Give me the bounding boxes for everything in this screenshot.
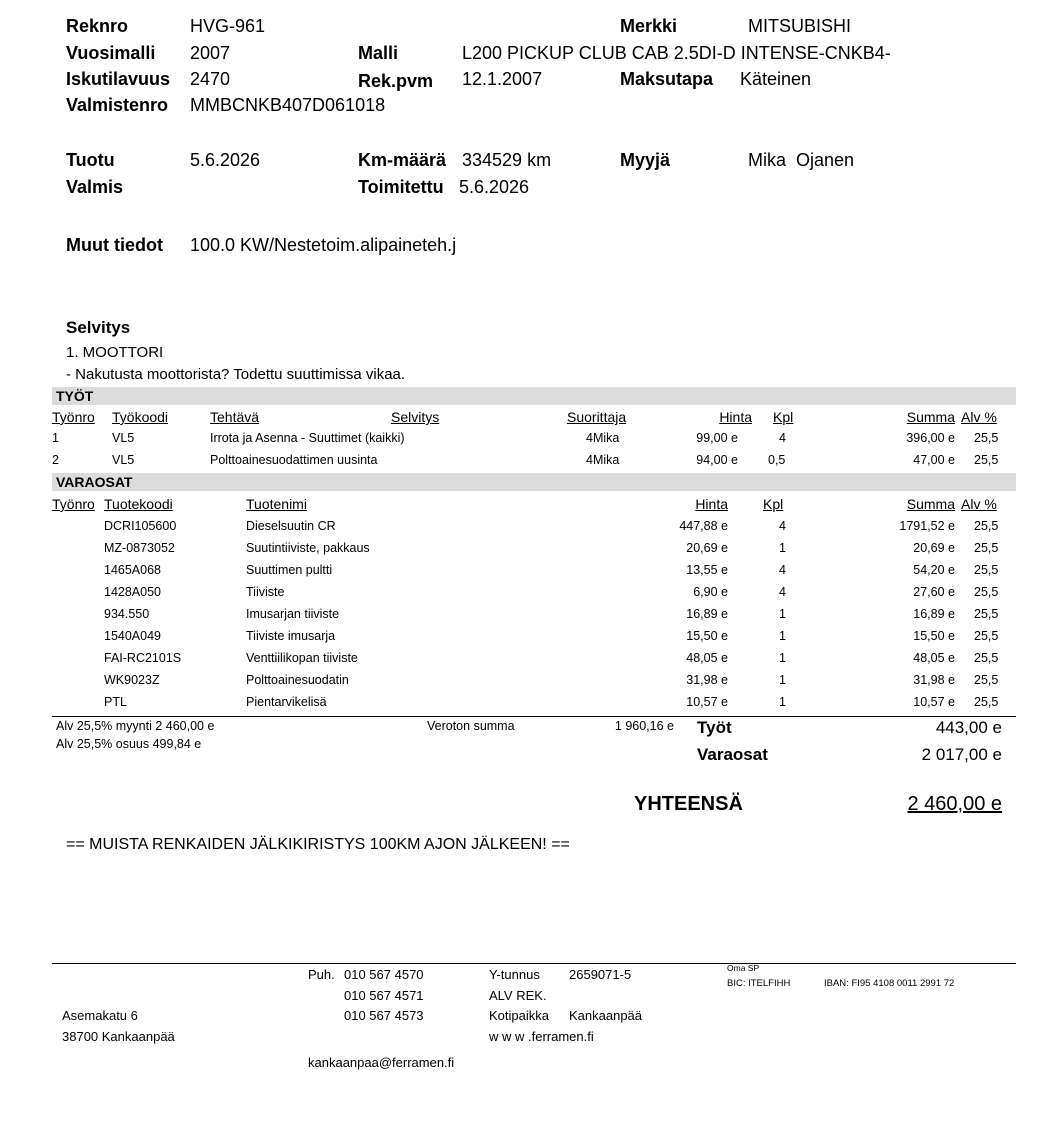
- totals-divider: [52, 716, 1016, 717]
- yhteensa-value: 2 460,00 e: [907, 793, 1002, 815]
- th-kpl: Kpl: [763, 496, 784, 512]
- footer-bic: BIC: ITELFIHH: [727, 978, 791, 989]
- tehtava-cell: Polttoainesuodattimen uusinta: [210, 453, 378, 467]
- tuotenimi-cell: Venttiilikopan tiiviste: [246, 651, 358, 665]
- summa-cell: 396,00 e: [906, 431, 955, 445]
- hinta-cell: 20,69 e: [686, 541, 728, 555]
- suorittaja-cell: 4Mika: [586, 431, 620, 445]
- tuotenimi-cell: Polttoainesuodatin: [246, 673, 349, 687]
- hinta-cell: 48,05 e: [686, 651, 728, 665]
- reknro-label: Reknro: [66, 16, 129, 36]
- varaosat-total-label: Varaosat: [697, 745, 768, 764]
- tuotekoodi-cell: MZ-0873052: [104, 541, 175, 555]
- footer-kotipaikka-label: Kotipaikka: [489, 1008, 549, 1023]
- summa-cell: 47,00 e: [913, 453, 955, 467]
- kpl-cell: 1: [779, 651, 786, 665]
- footer-divider: [52, 963, 1016, 964]
- th-kpl: Kpl: [773, 409, 794, 425]
- footer-ytunnus-label: Y-tunnus: [489, 967, 540, 982]
- iskutilavuus-value: 2470: [190, 69, 231, 89]
- hinta-cell: 10,57 e: [686, 695, 728, 709]
- hinta-cell: 6,90 e: [693, 585, 728, 599]
- tuotenimi-cell: Suutintiiviste, pakkaus: [246, 541, 370, 555]
- selvitys-line-2: - Nakutusta moottorista? Todettu suuttimissa vikaa.: [66, 366, 406, 383]
- veroton-value: 1 960,16 e: [614, 719, 674, 733]
- th-summa: Summa: [906, 496, 955, 512]
- tuotenimi-cell: Dieselsuutin CR: [246, 519, 336, 533]
- hinta-cell: 15,50 e: [686, 629, 728, 643]
- th-tuotekoodi: Tuotekoodi: [104, 496, 173, 512]
- myyja-value: Mika Ojanen: [748, 150, 855, 170]
- rekpvm-value: 12.1.2007: [462, 69, 543, 89]
- hinta-cell: 99,00 e: [696, 431, 738, 445]
- th-selvitys: Selvitys: [391, 409, 440, 425]
- th-suorittaja: Suorittaja: [567, 409, 627, 425]
- valmistenro-value: MMBCNKB407D061018: [190, 95, 386, 115]
- kpl-cell: 4: [779, 585, 786, 599]
- alv-cell: 25,5: [974, 629, 999, 643]
- muut-tiedot-label: Muut tiedot: [66, 235, 163, 255]
- footer-phone-3: 010 567 4573: [344, 1008, 424, 1023]
- reknro-value: HVG-961: [190, 16, 266, 36]
- tuotenimi-cell: Imusarjan tiiviste: [246, 607, 340, 621]
- tuotekoodi-cell: 1540A049: [104, 629, 162, 643]
- alv-cell: 25,5: [974, 585, 999, 599]
- varaosat-title: VARAOSAT: [56, 474, 133, 490]
- vuosimalli-label: Vuosimalli: [66, 43, 156, 63]
- veroton-label: Veroton summa: [427, 719, 515, 733]
- alv-cell: 25,5: [974, 453, 999, 467]
- summa-cell: 20,69 e: [913, 541, 955, 555]
- summa-cell: 15,50 e: [913, 629, 955, 643]
- tuotekoodi-cell: 1428A050: [104, 585, 162, 599]
- th-tyonro: Työnro: [52, 496, 95, 512]
- th-alv: Alv %: [961, 496, 997, 512]
- footer-address-1: Asemakatu 6: [62, 1008, 138, 1023]
- alv-osuus: Alv 25,5% osuus 499,84 e: [56, 737, 202, 751]
- alv-cell: 25,5: [974, 673, 999, 687]
- hinta-cell: 94,00 e: [696, 453, 738, 467]
- tuotu-value: 5.6.2026: [190, 150, 261, 170]
- kpl-cell: 4: [779, 519, 786, 533]
- kmmaara-value: 334529 km: [462, 150, 552, 170]
- tyot-total-value: 443,00 e: [935, 718, 1002, 737]
- kpl-cell: 4: [779, 431, 786, 445]
- th-hinta: Hinta: [719, 409, 752, 425]
- summa-cell: 10,57 e: [913, 695, 955, 709]
- th-tyonro: Työnro: [52, 409, 95, 425]
- summa-cell: 1791,52 e: [899, 519, 955, 533]
- tyot-total-label: Työt: [697, 718, 732, 737]
- summa-cell: 16,89 e: [913, 607, 955, 621]
- alv-myynti: Alv 25,5% myynti 2 460,00 e: [56, 719, 215, 733]
- th-tehtava: Tehtävä: [210, 409, 260, 425]
- tehtava-cell: Irrota ja Asenna - Suuttimet (kaikki): [210, 431, 405, 445]
- alv-cell: 25,5: [974, 541, 999, 555]
- tuotu-label: Tuotu: [66, 150, 115, 170]
- rekpvm-label: Rek.pvm: [358, 71, 434, 91]
- tyonro-cell: 1: [52, 431, 59, 445]
- tuotenimi-cell: Pientarvikelisä: [246, 695, 327, 709]
- kpl-cell: 1: [779, 629, 786, 643]
- maksutapa-label: Maksutapa: [620, 69, 714, 89]
- tuotekoodi-cell: 1465A068: [104, 563, 162, 577]
- kpl-cell: 1: [779, 541, 786, 555]
- alv-cell: 25,5: [974, 519, 999, 533]
- suorittaja-cell: 4Mika: [586, 453, 620, 467]
- th-alv: Alv %: [961, 409, 997, 425]
- footer-alvrek: ALV REK.: [489, 988, 547, 1003]
- footer-iban: IBAN: FI95 4108 0011 2991 72: [824, 978, 955, 989]
- muut-tiedot-value: 100.0 KW/Nestetoim.alipaineteh.j: [190, 235, 457, 255]
- kpl-cell: 4: [779, 563, 786, 577]
- hinta-cell: 447,88 e: [679, 519, 728, 533]
- footer-ytunnus: 2659071-5: [569, 967, 632, 982]
- toimitettu-label: Toimitettu: [358, 177, 444, 197]
- th-summa: Summa: [906, 409, 955, 425]
- th-hinta: Hinta: [695, 496, 728, 512]
- kpl-cell: 1: [779, 695, 786, 709]
- footer-phone-1: 010 567 4570: [344, 967, 424, 982]
- summa-cell: 48,05 e: [913, 651, 955, 665]
- merkki-value: MITSUBISHI: [748, 16, 852, 36]
- tuotekoodi-cell: 934.550: [104, 607, 150, 621]
- alv-cell: 25,5: [974, 651, 999, 665]
- summa-cell: 27,60 e: [913, 585, 955, 599]
- tuotekoodi-cell: PTL: [104, 695, 127, 709]
- tyonro-cell: 2: [52, 453, 59, 467]
- alv-cell: 25,5: [974, 607, 999, 621]
- myyja-label: Myyjä: [620, 150, 671, 170]
- tyokoodi-cell: VL5: [112, 431, 135, 445]
- alv-cell: 25,5: [974, 431, 999, 445]
- th-tyokoodi: Työkoodi: [112, 409, 169, 425]
- summa-cell: 31,98 e: [913, 673, 955, 687]
- iskutilavuus-label: Iskutilavuus: [66, 69, 171, 89]
- valmis-label: Valmis: [66, 177, 124, 197]
- selvitys-title: Selvitys: [66, 318, 131, 337]
- kpl-cell: 1: [779, 607, 786, 621]
- varaosat-total-value: 2 017,00 e: [921, 745, 1002, 764]
- footer-address-2: 38700 Kankaanpää: [62, 1029, 175, 1044]
- tyot-band: [52, 387, 1016, 405]
- tuotenimi-cell: Tiiviste imusarja: [246, 629, 336, 643]
- selvitys-line-1: 1. MOOTTORI: [66, 344, 164, 361]
- footer-kotipaikka: Kankaanpää: [569, 1008, 643, 1023]
- tuotekoodi-cell: WK9023Z: [104, 673, 160, 687]
- vuosimalli-value: 2007: [190, 43, 231, 63]
- tyokoodi-cell: VL5: [112, 453, 135, 467]
- kpl-cell: 0,5: [768, 453, 786, 467]
- varaosat-band: [52, 473, 1016, 491]
- th-tuotenimi: Tuotenimi: [246, 496, 307, 512]
- alv-cell: 25,5: [974, 563, 999, 577]
- tuotekoodi-cell: DCRI105600: [104, 519, 177, 533]
- hinta-cell: 31,98 e: [686, 673, 728, 687]
- alv-cell: 25,5: [974, 695, 999, 709]
- tuotekoodi-cell: FAI-RC2101S: [104, 651, 182, 665]
- tuotenimi-cell: Suuttimen pultti: [246, 563, 333, 577]
- notice-text: == MUISTA RENKAIDEN JÄLKIKIRISTYS 100KM AJON JÄLKEEN! ==: [66, 836, 570, 853]
- merkki-label: Merkki: [620, 16, 678, 36]
- yhteensa-label: YHTEENSÄ: [634, 793, 743, 815]
- kpl-cell: 1: [779, 673, 786, 687]
- footer-email: kankaanpaa@ferramen.fi: [308, 1055, 455, 1070]
- footer-website: w w w .ferramen.fi: [489, 1029, 594, 1044]
- malli-value: L200 PICKUP CLUB CAB 2.5DI-D INTENSE-CNKB4-: [462, 43, 891, 63]
- footer-phone-2: 010 567 4571: [344, 988, 424, 1003]
- tuotenimi-cell: Tiiviste: [246, 585, 285, 599]
- footer-puh-label: Puh.: [308, 967, 335, 982]
- tyot-title: TYÖT: [56, 388, 94, 404]
- valmistenro-label: Valmistenro: [66, 95, 169, 115]
- footer-bank: Oma SP: [727, 963, 760, 973]
- kmmaara-label: Km-määrä: [358, 150, 447, 170]
- toimitettu-value: 5.6.2026: [459, 177, 530, 197]
- summa-cell: 54,20 e: [913, 563, 955, 577]
- maksutapa-value: Käteinen: [740, 69, 812, 89]
- hinta-cell: 16,89 e: [686, 607, 728, 621]
- malli-label: Malli: [358, 43, 399, 63]
- hinta-cell: 13,55 e: [686, 563, 728, 577]
